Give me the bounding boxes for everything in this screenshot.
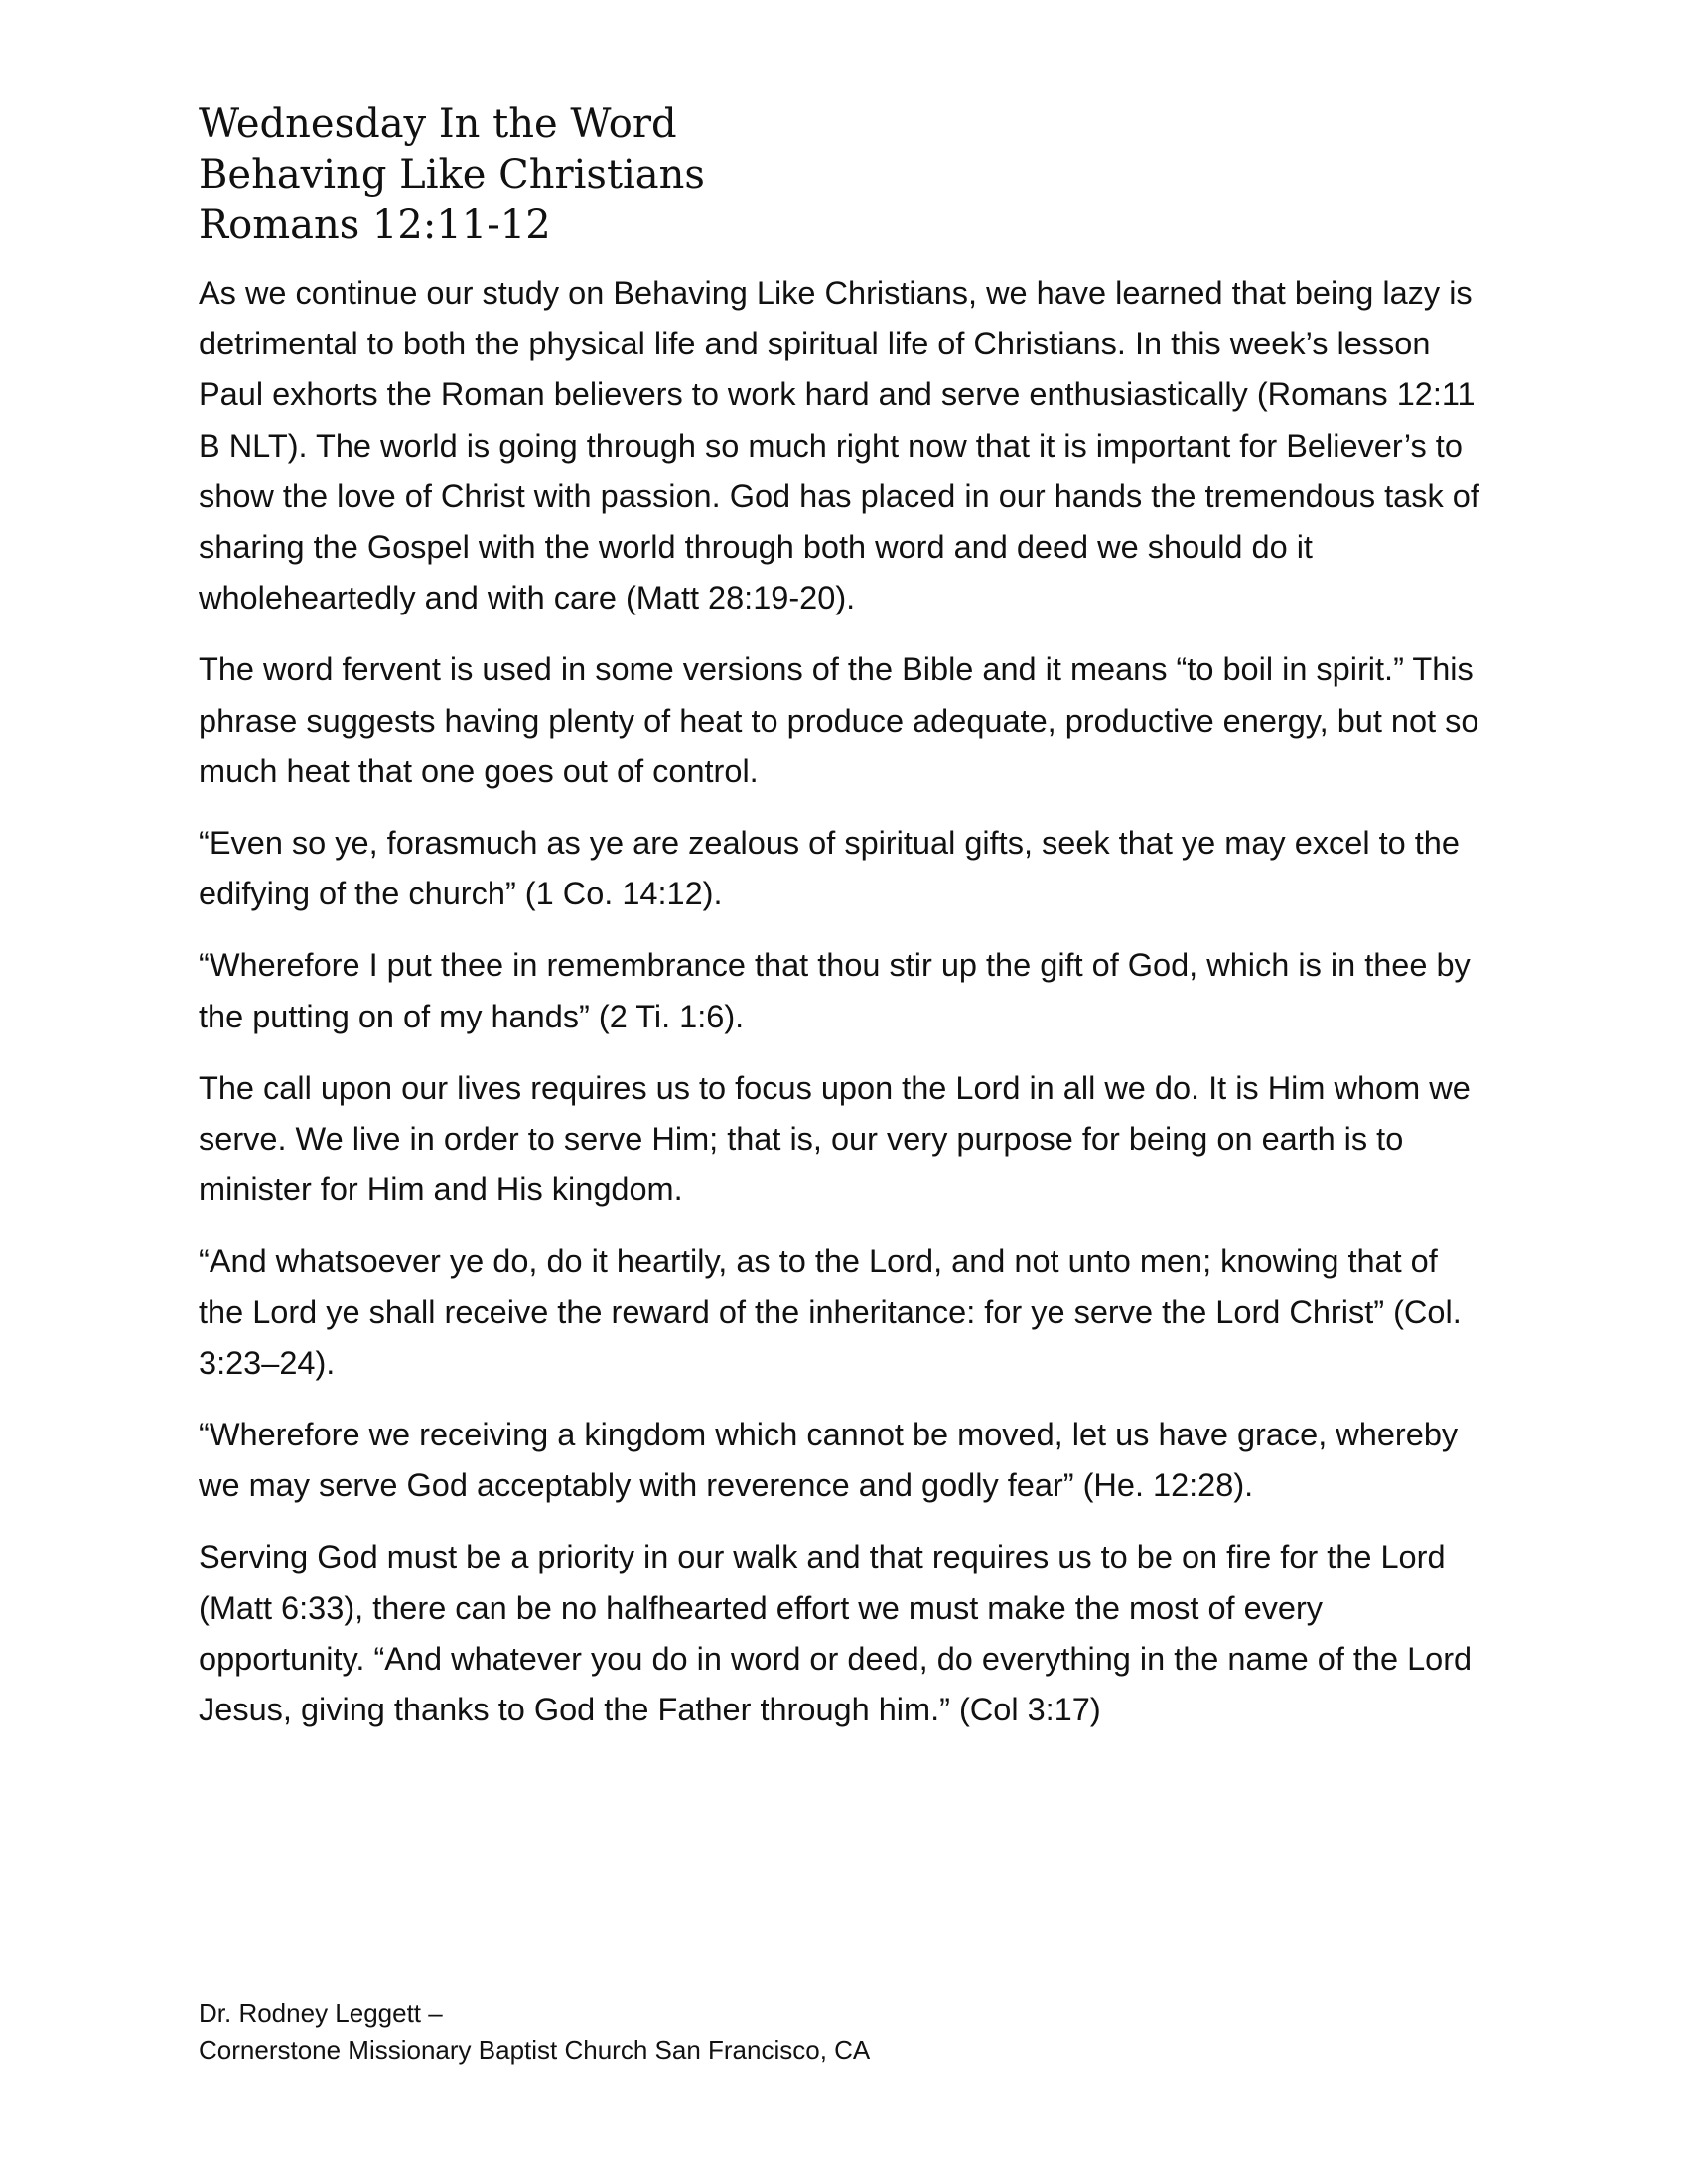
lesson-title: Behaving Like Christians [199,152,705,198]
paragraph-fervent: The word fervent is used in some versions of the Bible and it means “to boil in spirit.” This phrase suggests having plenty of heat to produce adequate, productive energy, but not so much heat that one goes out of control. [199,651,1479,789]
quote-hebrews: “Wherefore we receiving a kingdom which cannot be moved, let us have grace, whereby we may serve God acceptably with reverence and godly fear” (He. 12:28). [199,1417,1459,1504]
document-body [199,268,1489,1756]
quote-1-corinthians: “Even so ye, forasmuch as ye are zealous of spiritual gifts, seek that ye may excel to the edifying of the church” (1 Co. 14:12). [199,825,1460,912]
paragraph-conclusion: Serving God must be a priority in our walk and that requires us to be on fire for the Lord (Matt 6:33), there can be no halfhearted effort we must make the most of every opportunity. “And whatever you do in word or deed, do everything in the name of the Lord Jesus, giving thanks to God the Father through him.” (Col 3:17) [199,1539,1473,1728]
church-name: Cornerstone Missionary Baptist Church San Francisco, CA [199,2035,871,2065]
quote-colossians: “And whatsoever ye do, do it heartily, as to the Lord, and not unto men; knowing that of the Lord ye shall receive the reward of the inheritance: for ye serve the Lord Christ” (Col. 3:23–24). [199,1243,1462,1381]
paragraph-calling: The call upon our lives requires us to focus upon the Lord in all we do. It is Him whom we serve. We live in order to serve Him; that is, our very purpose for being on earth is to minister for Him and His kingdom. [199,1069,1471,1208]
paragraph-intro: As we continue our study on Behaving Like Christians, we have learned that being lazy is detrimental to both the physical life and spiritual life of Christians. In this week’s lesson Paul exhorts the Roman believers to work hard and serve enthusiastically (Romans 12:11 B NLT). The world is going through so much right now that it is important for Believer’s to show the love of Christ with passion. God has placed in our hands the tremendous task of sharing the Gospel with the world through both word and deed we should do it wholeheartedly and with care (Matt 28:19-20). [199,275,1479,616]
scripture-reference: Romans 12:11-12 [199,203,551,248]
document-footer [199,1995,1489,2069]
author-name: Dr. Rodney Leggett – [199,1998,443,2028]
quote-2-timothy: “Wherefore I put thee in remembrance that thou stir up the gift of God, which is in thee by the putting on of my hands” (2 Ti. 1:6). [199,947,1471,1034]
document-header [199,99,1489,251]
series-title: Wednesday In the Word [199,101,677,147]
